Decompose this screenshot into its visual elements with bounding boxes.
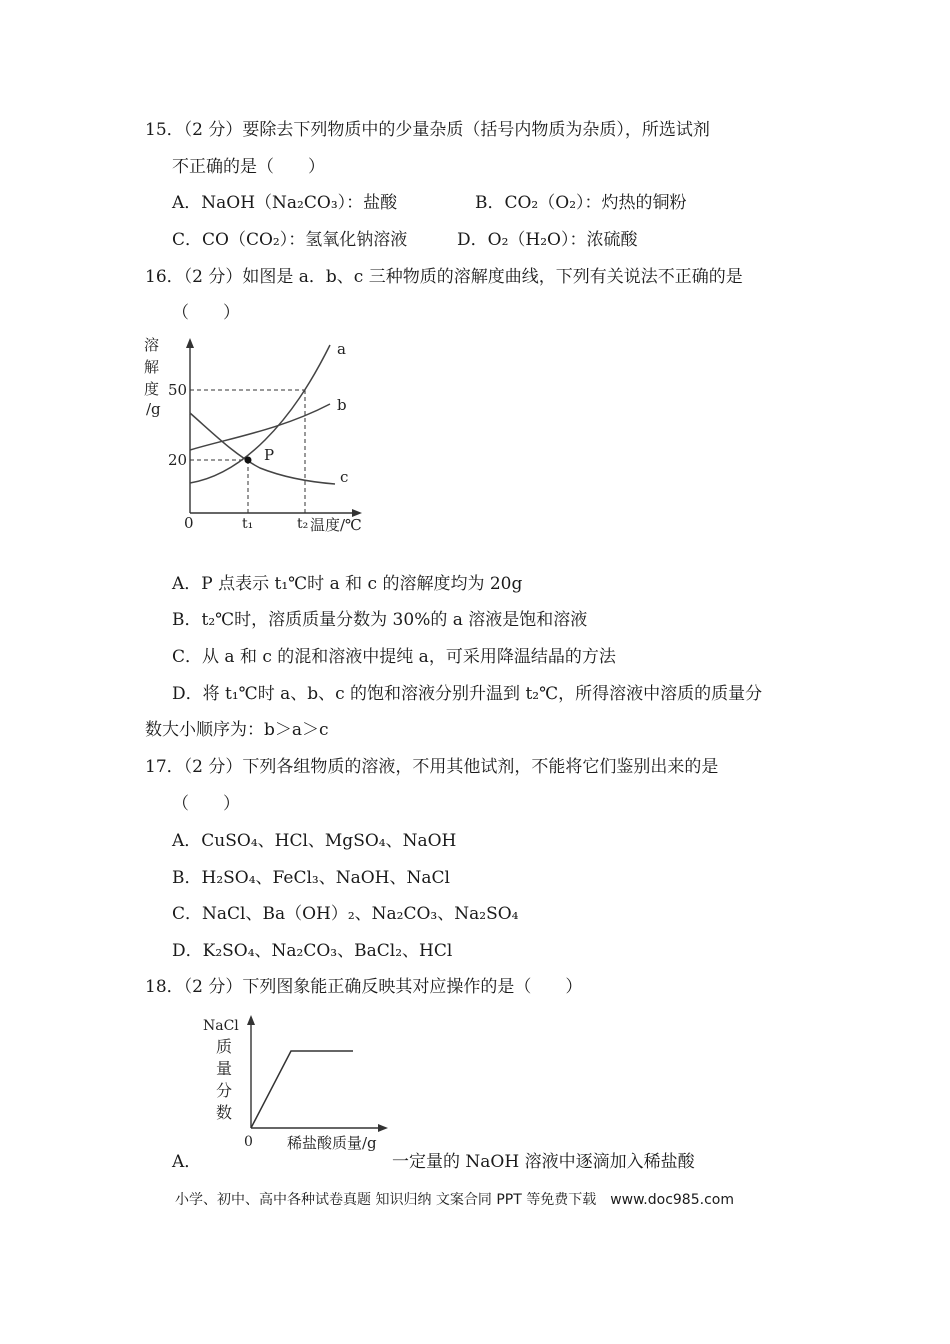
- q18-option-a-text: 一定量的 NaOH 溶液中逐滴加入稀盐酸: [392, 1152, 695, 1172]
- q18-origin: 0: [244, 1134, 253, 1150]
- q18-ylabel-3: 量: [216, 1059, 233, 1078]
- q18-curve: [251, 1051, 353, 1128]
- q16-label-b: b: [337, 396, 347, 414]
- q16-option-a: A．P 点表示 t₁℃时 a 和 c 的溶解度均为 20g: [172, 574, 523, 594]
- q16-curve-c: [190, 413, 335, 484]
- q15-option-a: A．NaOH（Na₂CO₃）：盐酸: [172, 193, 398, 213]
- svg-text:度: 度: [144, 380, 160, 398]
- q16-label-c: c: [340, 468, 349, 486]
- q16-origin: 0: [184, 514, 194, 532]
- q15-option-c: C．CO（CO₂）：氢氧化钠溶液: [172, 230, 408, 250]
- page-footer: 小学、初中、高中各种试卷真题 知识归纳 文案合同 PPT 等免费下载 www.doc985.com: [175, 1192, 734, 1208]
- q18-x-axis-arrow: [378, 1124, 388, 1132]
- q16-point-p: [245, 457, 252, 464]
- q16-stem-line1: 16．（2 分）如图是 a．b、c 三种物质的溶解度曲线，下列有关说法不正确的是: [145, 267, 743, 287]
- q16-option-d-line1: D．将 t₁℃时 a、b、c 的饱和溶液分别升温到 t₂℃，所得溶液中溶质的质量分: [172, 684, 763, 704]
- q15-stem-line1: 15．（2 分）要除去下列物质中的少量杂质（括号内物质为杂质），所选试剂: [145, 120, 710, 140]
- q16-ylabel-stack: [144, 336, 161, 418]
- q18-ylabel-4: 分: [216, 1081, 233, 1100]
- q15-stem-line2: 不正确的是（ ）: [172, 157, 325, 177]
- q17-option-a: A．CuSO₄、HCl、MgSO₄、NaOH: [172, 831, 457, 851]
- nacl-fraction-figure: [195, 1010, 395, 1155]
- q18-y-axis-arrow: [247, 1015, 255, 1025]
- q18-xlabel: 稀盐酸质量/g: [287, 1134, 377, 1152]
- q16-ytick-20: 20: [168, 451, 188, 469]
- q17-option-c: C．NaCl、Ba（OH）₂、Na₂CO₃、Na₂SO₄: [172, 904, 519, 924]
- q16-label-a: a: [337, 340, 346, 358]
- q17-stem-line1: 17．（2 分）下列各组物质的溶液，不用其他试剂，不能将它们鉴别出来的是: [145, 757, 719, 777]
- q16-option-b: B．t₂℃时，溶质质量分数为 30%的 a 溶液是饱和溶液: [172, 610, 588, 630]
- q15-option-b: B．CO₂（O₂）：灼热的铜粉: [475, 193, 687, 213]
- q18-stem: 18．（2 分）下列图象能正确反映其对应操作的是（ ）: [145, 977, 583, 997]
- solubility-curve-figure: [140, 330, 380, 545]
- q18-ylabel-1: NaCl: [203, 1018, 239, 1034]
- q16-ytick-50: 50: [168, 381, 188, 399]
- q16-xlabel: 温度/℃: [310, 516, 362, 534]
- q18-option-a-letter: A．: [172, 1152, 202, 1172]
- q16-point-label: P: [264, 446, 275, 464]
- q16-curve-b: [190, 404, 330, 450]
- q18-ylabel-5: 数: [216, 1103, 233, 1122]
- svg-text:/g: /g: [146, 400, 161, 418]
- q17-option-d: D．K₂SO₄、Na₂CO₃、BaCl₂、HCl: [172, 941, 453, 961]
- q16-y-axis-arrow: [186, 338, 194, 348]
- q17-option-b: B．H₂SO₄、FeCl₃、NaOH、NaCl: [172, 868, 450, 888]
- q16-stem-line2: （ ）: [172, 303, 240, 323]
- svg-text:解: 解: [144, 358, 160, 376]
- q16-option-c: C．从 a 和 c 的混和溶液中提纯 a，可采用降温结晶的方法: [172, 647, 616, 667]
- svg-text:溶: 溶: [144, 336, 160, 354]
- q17-stem-line2: （ ）: [172, 794, 240, 814]
- q16-xtick-t2: t₂: [297, 516, 309, 532]
- q18-ylabel-2: 质: [216, 1037, 233, 1056]
- q16-option-d-line2: 数大小顺序为：b＞a＞c: [145, 720, 329, 740]
- q16-xtick-t1: t₁: [242, 516, 254, 532]
- q15-option-d: D．O₂（H₂O）：浓硫酸: [457, 230, 638, 250]
